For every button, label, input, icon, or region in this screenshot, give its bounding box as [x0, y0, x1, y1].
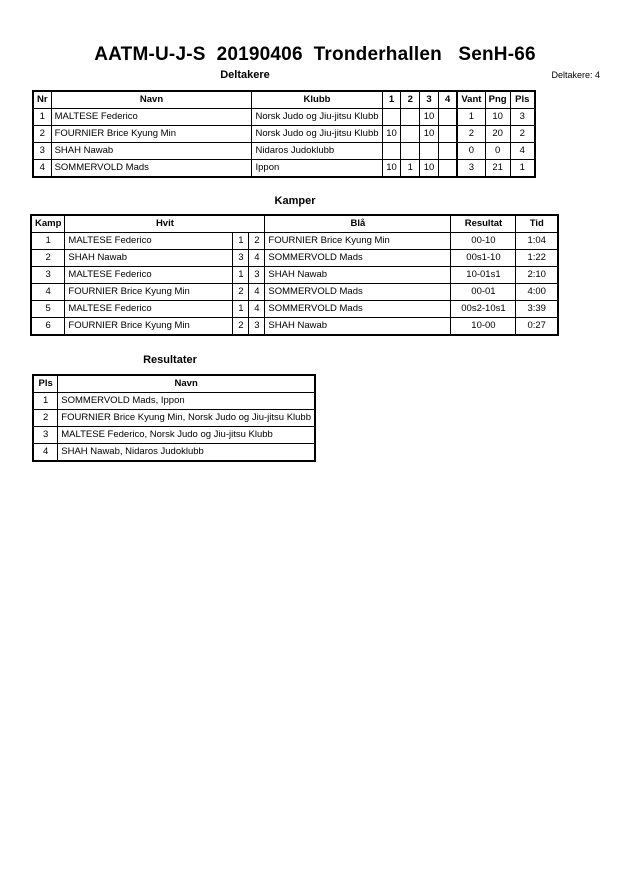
score-cell — [382, 109, 401, 126]
place-cell: 4 — [510, 143, 535, 160]
match-no-cell: 4 — [31, 284, 65, 301]
won-cell: 1 — [457, 109, 485, 126]
result-name-cell: FOURNIER Brice Kyung Min, Norsk Judo og Jiu-jitsu Klubb — [58, 410, 315, 427]
results-heading: Resultater — [143, 354, 197, 366]
place-cell: 1 — [33, 393, 58, 410]
col-place: Pls — [33, 375, 58, 393]
participants-header-row — [33, 91, 535, 109]
result-cell: 00-01 — [451, 284, 516, 301]
name-cell: SHAH Nawab — [51, 143, 252, 160]
club-cell: Norsk Judo og Jiu-jitsu Klubb — [252, 126, 382, 143]
col-nr: Nr — [33, 91, 51, 109]
result-cell: 00s2-10s1 — [451, 301, 516, 318]
match-no-cell: 1 — [31, 233, 65, 250]
nr-cell: 3 — [33, 143, 51, 160]
white-cell: FOURNIER Brice Kyung Min — [65, 318, 233, 336]
col-result: Resultat — [451, 215, 516, 233]
white-cell: MALTESE Federico — [65, 267, 233, 284]
table-row — [31, 301, 558, 318]
result-name-cell: SHAH Nawab, Nidaros Judoklubb — [58, 444, 315, 462]
matches-header-row — [31, 215, 558, 233]
table-row — [33, 126, 535, 143]
white-nr-cell: 3 — [233, 250, 249, 267]
points-cell: 20 — [485, 126, 510, 143]
white-nr-cell: 1 — [233, 301, 249, 318]
blue-nr-cell: 3 — [249, 267, 265, 284]
time-cell: 0:27 — [516, 318, 558, 336]
participants-table — [32, 90, 536, 178]
name-cell: SOMMERVOLD Mads — [51, 160, 252, 178]
score-cell — [439, 143, 458, 160]
table-row — [33, 427, 315, 444]
blue-cell: SOMMERVOLD Mads — [265, 250, 451, 267]
table-row — [33, 109, 535, 126]
nr-cell: 4 — [33, 160, 51, 178]
time-cell: 1:22 — [516, 250, 558, 267]
blue-cell: FOURNIER Brice Kyung Min — [265, 233, 451, 250]
table-row — [31, 233, 558, 250]
nr-cell: 2 — [33, 126, 51, 143]
table-row — [31, 267, 558, 284]
results-header-row — [33, 375, 315, 393]
participant-count: Deltakere: 4 — [551, 70, 600, 80]
won-cell: 2 — [457, 126, 485, 143]
score-cell: 10 — [420, 126, 439, 143]
time-cell: 3:39 — [516, 301, 558, 318]
page-title: AATM-U-J-S 20190406 Tronderhallen SenH-66 — [94, 44, 536, 65]
blue-cell: SOMMERVOLD Mads — [265, 284, 451, 301]
points-cell: 10 — [485, 109, 510, 126]
col-2: 2 — [401, 91, 420, 109]
result-name-cell: SOMMERVOLD Mads, Ippon — [58, 393, 315, 410]
results-table — [32, 374, 316, 462]
score-cell: 10 — [382, 160, 401, 178]
score-cell: 10 — [382, 126, 401, 143]
table-row — [33, 444, 315, 462]
club-cell: Ippon — [252, 160, 382, 178]
score-cell — [401, 109, 420, 126]
col-white: Hvit — [65, 215, 265, 233]
col-match: Kamp — [31, 215, 65, 233]
name-cell: FOURNIER Brice Kyung Min — [51, 126, 252, 143]
col-points: Png — [485, 91, 510, 109]
table-row — [33, 393, 315, 410]
place-cell: 3 — [510, 109, 535, 126]
white-cell: MALTESE Federico — [65, 233, 233, 250]
blue-cell: SHAH Nawab — [265, 267, 451, 284]
table-row — [33, 410, 315, 427]
matches-table — [30, 214, 559, 336]
score-cell — [439, 160, 458, 178]
col-place: Pls — [510, 91, 535, 109]
white-nr-cell: 2 — [233, 284, 249, 301]
white-nr-cell: 2 — [233, 318, 249, 336]
blue-nr-cell: 2 — [249, 233, 265, 250]
place-cell: 2 — [510, 126, 535, 143]
col-name: Navn — [51, 91, 252, 109]
blue-cell: SHAH Nawab — [265, 318, 451, 336]
place-cell: 1 — [510, 160, 535, 178]
table-row — [33, 143, 535, 160]
result-cell: 10-01s1 — [451, 267, 516, 284]
time-cell: 2:10 — [516, 267, 558, 284]
match-no-cell: 3 — [31, 267, 65, 284]
score-cell — [439, 126, 458, 143]
blue-nr-cell: 4 — [249, 301, 265, 318]
result-cell: 00-10 — [451, 233, 516, 250]
table-row — [31, 250, 558, 267]
club-cell: Norsk Judo og Jiu-jitsu Klubb — [252, 109, 382, 126]
white-cell: MALTESE Federico — [65, 301, 233, 318]
match-no-cell: 6 — [31, 318, 65, 336]
points-cell: 21 — [485, 160, 510, 178]
result-name-cell: MALTESE Federico, Norsk Judo og Jiu-jitsu Klubb — [58, 427, 315, 444]
points-cell: 0 — [485, 143, 510, 160]
won-cell: 3 — [457, 160, 485, 178]
col-4: 4 — [439, 91, 458, 109]
participants-heading: Deltakere — [220, 69, 270, 81]
score-cell: 10 — [420, 109, 439, 126]
blue-cell: SOMMERVOLD Mads — [265, 301, 451, 318]
white-cell: SHAH Nawab — [65, 250, 233, 267]
score-cell — [401, 143, 420, 160]
time-cell: 1:04 — [516, 233, 558, 250]
col-time: Tid — [516, 215, 558, 233]
col-name: Navn — [58, 375, 315, 393]
won-cell: 0 — [457, 143, 485, 160]
place-cell: 2 — [33, 410, 58, 427]
result-cell: 00s1-10 — [451, 250, 516, 267]
nr-cell: 1 — [33, 109, 51, 126]
score-cell — [420, 143, 439, 160]
col-club: Klubb — [252, 91, 382, 109]
score-cell: 10 — [420, 160, 439, 178]
name-cell: MALTESE Federico — [51, 109, 252, 126]
col-3: 3 — [420, 91, 439, 109]
match-no-cell: 5 — [31, 301, 65, 318]
place-cell: 4 — [33, 444, 58, 462]
white-nr-cell: 1 — [233, 267, 249, 284]
col-blue: Blå — [265, 215, 451, 233]
table-row — [33, 160, 535, 178]
club-cell: Nidaros Judoklubb — [252, 143, 382, 160]
col-won: Vant — [457, 91, 485, 109]
score-cell — [382, 143, 401, 160]
result-cell: 10-00 — [451, 318, 516, 336]
score-cell: 1 — [401, 160, 420, 178]
blue-nr-cell: 4 — [249, 250, 265, 267]
matches-heading: Kamper — [274, 195, 316, 207]
match-no-cell: 2 — [31, 250, 65, 267]
blue-nr-cell: 4 — [249, 284, 265, 301]
time-cell: 4:00 — [516, 284, 558, 301]
table-row — [31, 284, 558, 301]
score-cell — [401, 126, 420, 143]
white-cell: FOURNIER Brice Kyung Min — [65, 284, 233, 301]
table-row — [31, 318, 558, 336]
white-nr-cell: 1 — [233, 233, 249, 250]
score-cell — [439, 109, 458, 126]
place-cell: 3 — [33, 427, 58, 444]
blue-nr-cell: 3 — [249, 318, 265, 336]
col-1: 1 — [382, 91, 401, 109]
